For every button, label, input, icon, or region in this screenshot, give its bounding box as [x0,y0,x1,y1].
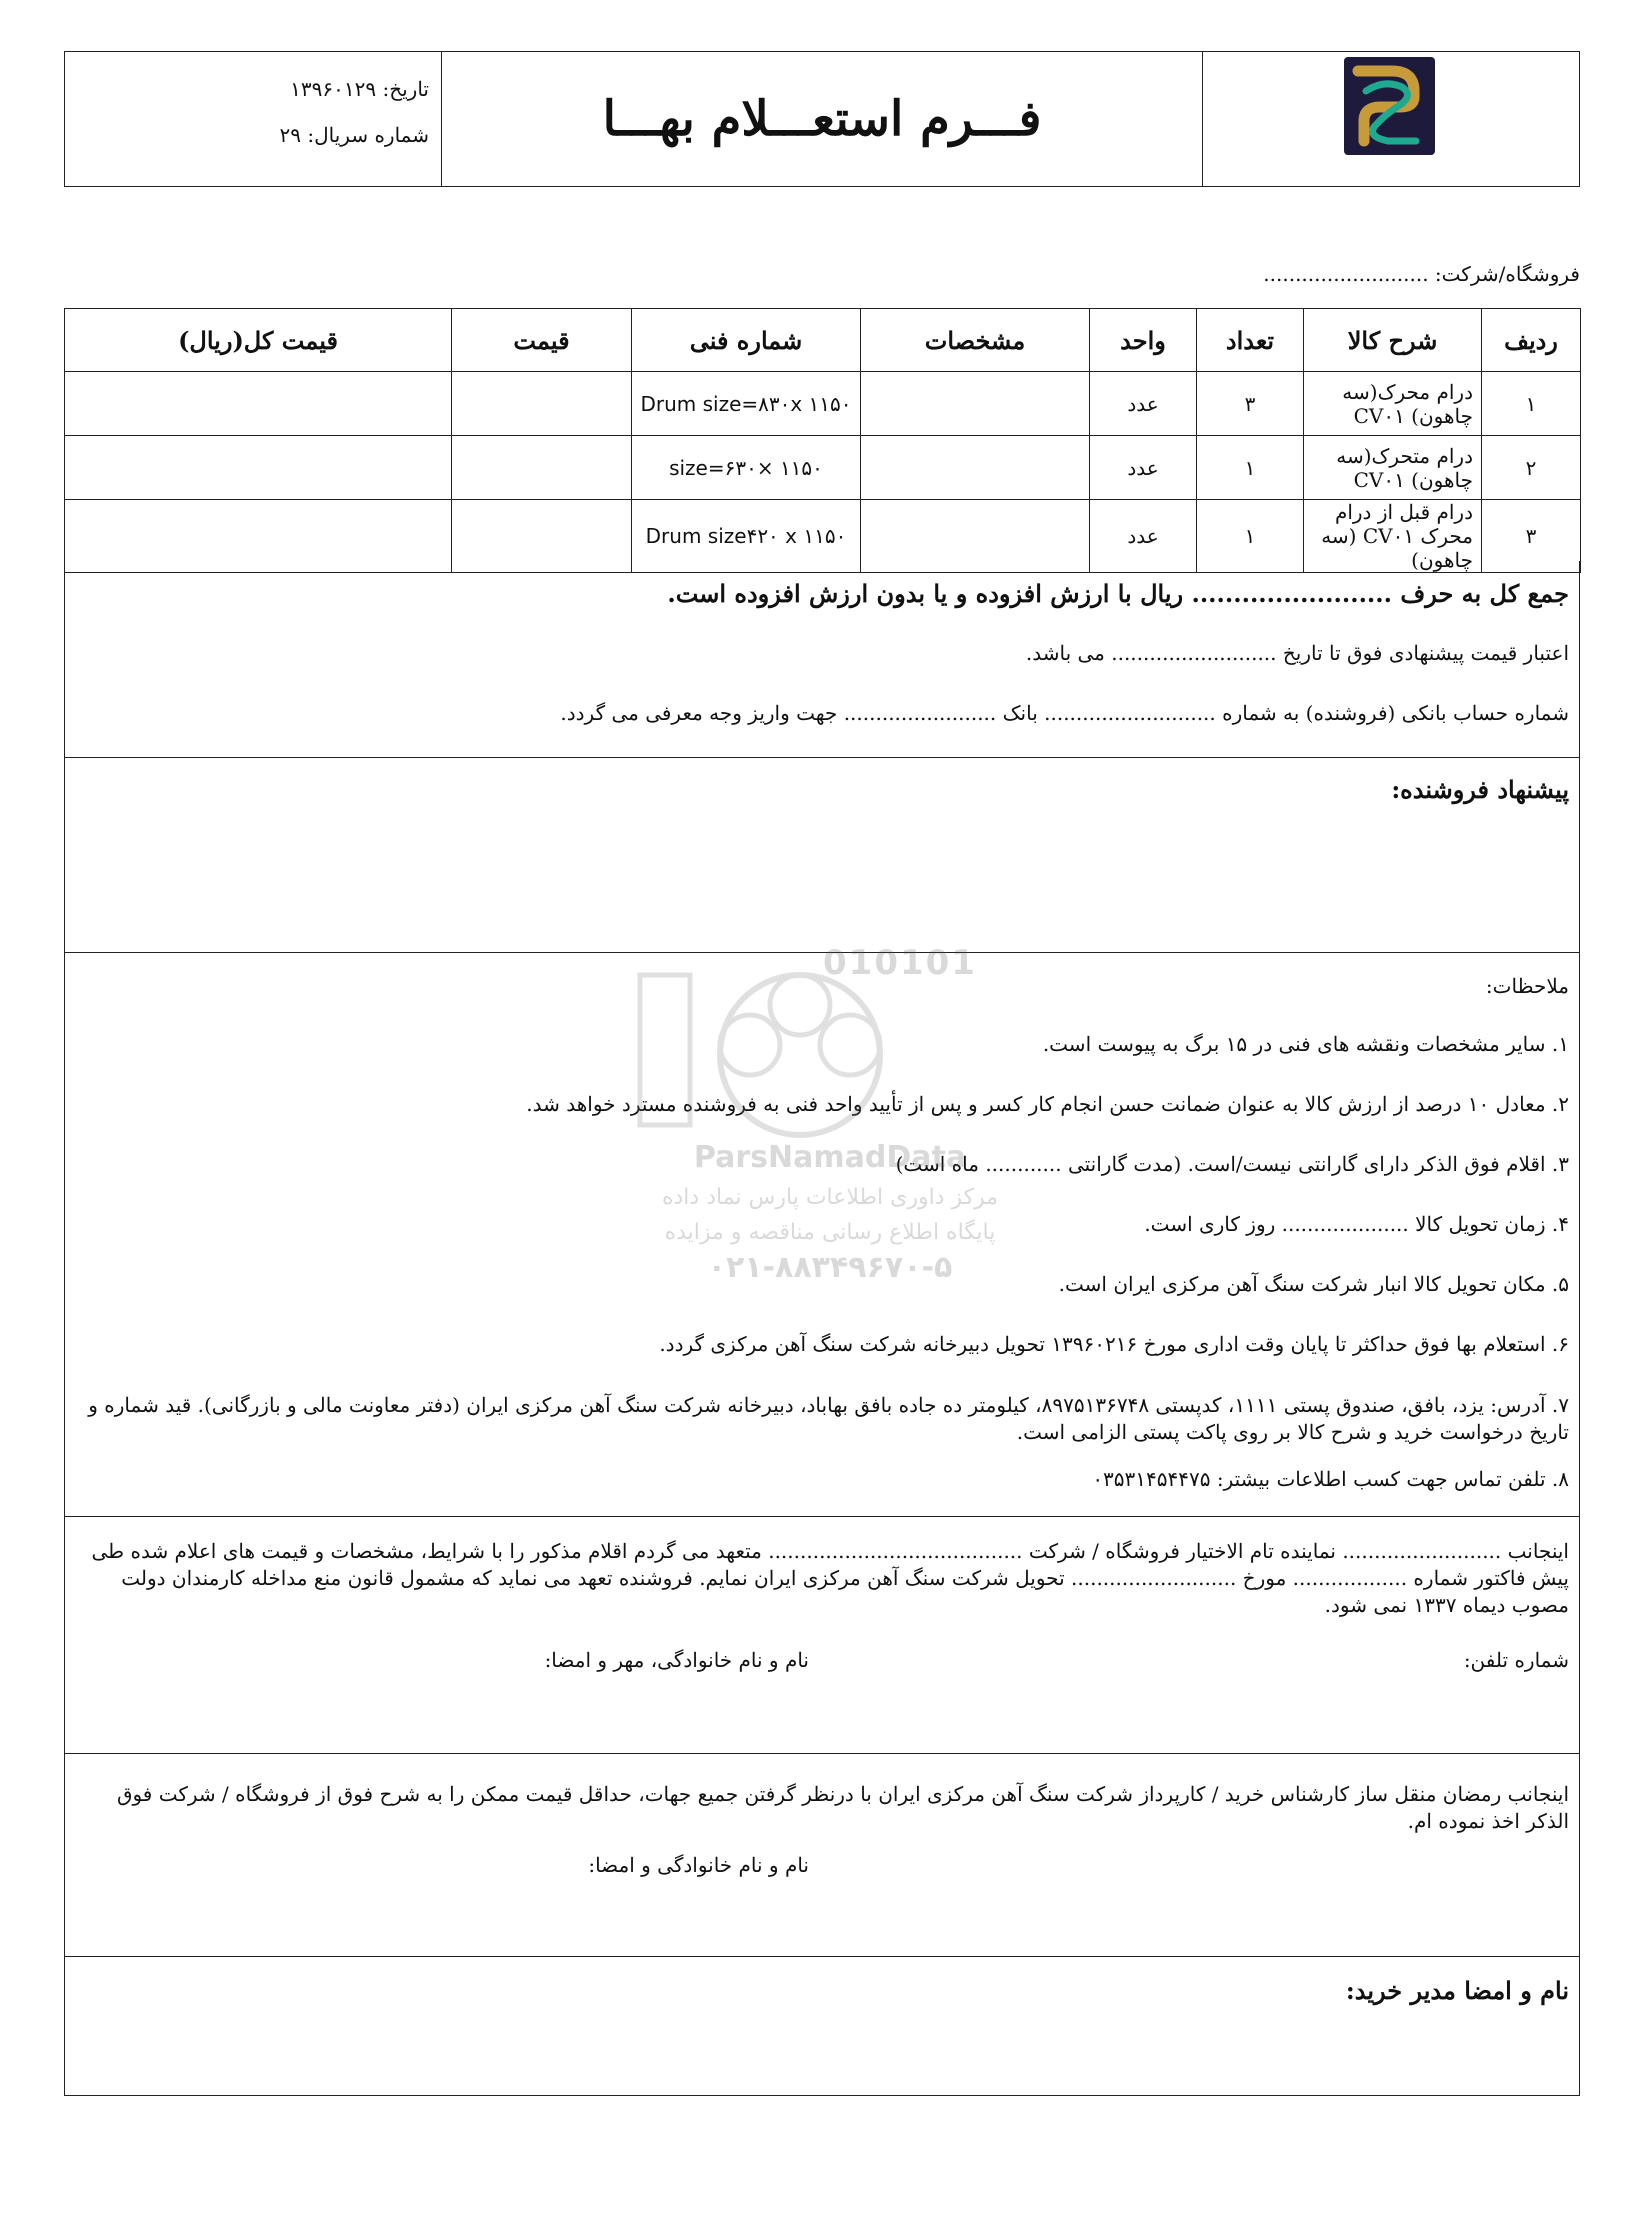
note-item: ۵. مکان تحویل کالا انبار شرکت سنگ آهن مرکزی ایران است. [1058,1272,1569,1296]
company-logo-icon [1344,57,1435,155]
totals-section [64,561,1580,758]
manager-section [64,1956,1580,2096]
row-number: ۳ [1482,500,1581,573]
item-unit: عدد [1090,436,1197,500]
note-item: ۷. آدرس: یزد، بافق، صندوق پستی ۱۱۱۱، کدپستی ۸۹۷۵۱۳۶۷۴۸، کیلومتر ده جاده بافق بهاباد، دبیرخانه شرکت سنگ آهن مرکزی ایران (دفتر معاونت مالی و بازرگانی). قید شماره و تاریخ درخواست خرید و شرح کالا بر روی پاکت پستی الزامی است. [88,1393,1569,1444]
form-header [64,51,1580,187]
item-quantity: ۱ [1197,436,1304,500]
seller-offer-section [64,757,1580,953]
row-number: ۱ [1482,372,1581,436]
item-total [65,436,452,500]
phone-label: شماره تلفن: [1463,1648,1569,1672]
table-row [65,372,1581,436]
notes-title: ملاحظات: [1485,974,1569,998]
col-row-header: ردیف [1482,309,1581,372]
item-tech-number: size=۶۳۰× ۱۱۵۰ [632,436,861,500]
form-title: فـــرم استعـــلام بهـــا [602,91,1042,147]
buyer-text: اینجانب رمضان منقل ساز کارشناس خرید / کارپرداز شرکت سنگ آهن مرکزی ایران با درنظر گرفتن جمیع جهات، حداقل قیمت ممکن را به شرح فوق از فروشگاه / شرکت فوق الذکر اخذ نموده ام. [116,1782,1569,1833]
col-spec-header: مشخصات [861,309,1090,372]
watermark-line1: مرکز داوری اطلاعات پارس نماد داده [661,1185,999,1210]
bank-account: شماره حساب بانکی (فروشنده) به شماره ........................... بانک ........................ جهت واریز وجه معرفی می گردد. [560,701,1569,725]
shop-company-line: فروشگاه/شرکت: .......................... [1263,262,1580,286]
item-tech-number: Drum size۴۲۰ x ۱۱۵۰ [632,500,861,573]
manager-signature-label: نام و امضا مدیر خرید: [1345,1976,1569,2005]
table-header-row [65,309,1581,372]
row-number: ۲ [1482,436,1581,500]
item-unit: عدد [1090,500,1197,573]
col-total-header: قیمت کل(ریال) [65,309,452,372]
item-unit: عدد [1090,372,1197,436]
note-item: ۲. معادل ۱۰ درصد از ارزش کالا به عنوان ضمانت حسن انجام کار کسر و پس از تأیید واحد فنی به فروشنده مسترد خواهد شد. [526,1092,1569,1116]
item-spec [861,436,1090,500]
undertaking-text: اینجانب ......................... نماینده تام الاختیار فروشگاه / شرکت ........................................ متعهد می گردم اقلام مذکور را با شرایط، مشخصات و قیمت های اعلام شده طی پیش فاکتور شماره .................. مورخ .......................... تحویل شرکت سنگ آهن مرکزی ایران نمایم. فروشنده تعهد می نماید که مشمول قانون منع مداخله کارمندان دولت مصوب دیماه ۱۳۳۷ نمی شود. [91,1539,1569,1617]
form-date: تاریخ: ۱۳۹۶۰۱۲۹ [290,77,429,101]
seller-signature-label: نام و نام خانوادگی، مهر و امضا: [544,1648,809,1672]
items-table [64,308,1581,573]
watermark-line2: پایگاه اطلاع رسانی مناقصه و مزایده [664,1220,996,1245]
item-description: درام محرک(سه چاهون) CV۰۱ [1304,372,1482,436]
col-qty-header: تعداد [1197,309,1304,372]
serial-number: شماره سریال: ۲۹ [279,123,429,147]
note-item: ۱. سایر مشخصات ونقشه های فنی در ۱۵ برگ به پیوست است. [1042,1032,1569,1056]
logo-cell [1202,52,1579,186]
col-price-header: قیمت [452,309,632,372]
col-desc-header: شرح کالا [1304,309,1482,372]
note-item: ۸. تلفن تماس جهت کسب اطلاعات بیشتر: ۰۳۵۳۱۴۵۴۴۷۵ [1092,1467,1569,1491]
note-item: ۴. زمان تحویل کالا .................... روز کاری است. [1144,1212,1569,1236]
col-unit-header: واحد [1090,309,1197,372]
item-description: درام قبل از درام محرک CV۰۱ (سه چاهون) [1304,500,1482,573]
sum-in-words: جمع کل به حرف ........................ ریال با ارزش افزوده و یا بدون ارزش افزوده است. [667,579,1569,608]
header-meta [79,66,429,158]
watermark [630,945,1030,1285]
item-price [452,372,632,436]
col-tech-header: شماره فنی [632,309,861,372]
item-tech-number: Drum size=۸۳۰x ۱۱۵۰ [632,372,861,436]
seller-offer-label: پیشنهاد فروشنده: [1391,775,1569,804]
item-quantity: ۳ [1197,372,1304,436]
note-item: ۶. استعلام بها فوق حداکثر تا پایان وقت اداری مورخ ۱۳۹۶۰۲۱۶ تحویل دبیرخانه شرکت سنگ آهن مرکزی گردد. [659,1332,1569,1356]
item-price [452,436,632,500]
table-row [65,436,1581,500]
item-quantity: ۱ [1197,500,1304,573]
item-total [65,372,452,436]
watermark-digits: 010101 [823,943,977,983]
note-item: ۳. اقلام فوق الذکر دارای گارانتی نیست/است. (مدت گارانتی ............ ماه است) [895,1152,1569,1176]
watermark-phone: ۰۲۱-۸۸۳۴۹۶۷۰-۵ [707,1250,953,1285]
buyer-section [64,1753,1580,1957]
title-cell [441,52,1202,186]
item-spec [861,372,1090,436]
price-validity: اعتبار قیمت پیشنهادی فوق تا تاریخ .......................... می باشد. [1025,641,1569,665]
undertaking-section [64,1516,1580,1754]
watermark-brand: ParsNamadData [693,1140,967,1175]
item-description: درام متحرک(سه چاهون) CV۰۱ [1304,436,1482,500]
buyer-signature-label: نام و نام خانوادگی و امضا: [588,1853,809,1877]
